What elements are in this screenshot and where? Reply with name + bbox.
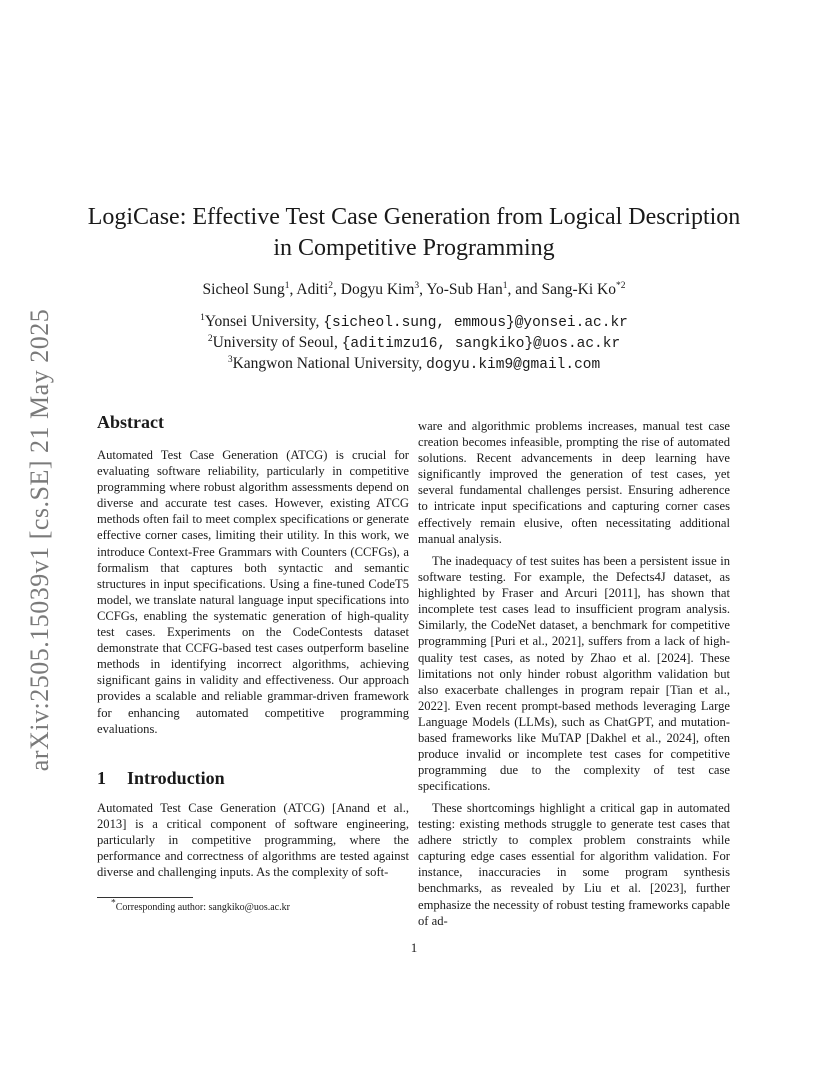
footnote bbox=[97, 898, 409, 914]
intro-paragraph-1-right bbox=[418, 418, 730, 547]
intro-paragraph-1-left bbox=[97, 800, 409, 880]
arxiv-stamp bbox=[20, 300, 60, 780]
affil-mark: 3 bbox=[227, 354, 233, 365]
affil-email: dogyu.kim9@gmail.com bbox=[426, 357, 601, 373]
author-affil-mark: 1 bbox=[284, 280, 290, 291]
intro-paragraph-3 bbox=[418, 800, 730, 929]
intro-paragraph-text: Automated Test Case Generation (ATCG) [Anand et al., 2013] is a critical component of software engineering, particularly in competitive programming, where the performance and correctness of algorithms are tested against diverse and challenging inputs. As the complexity of soft- bbox=[97, 801, 409, 880]
author-name: Dogyu Kim bbox=[340, 281, 415, 298]
intro-paragraph-text: ware and algorithmic problems increases, manual test case creation becomes infeasible, prompting the rise of automated solutions. Recent advancements in deep learning have significantly improved the generation of test cases, yet several fundamental challenges persist. Ensuring adherence to intricate input specifications and capturing corner cases effectively remain elusive, often necessitating additional manual analysis. bbox=[418, 419, 730, 546]
footnote-mark: * bbox=[111, 898, 116, 909]
affiliation-line bbox=[80, 312, 748, 333]
author-name: Sicheol Sung bbox=[202, 281, 285, 298]
arxiv-stamp-text: arXiv:2505.15039v1 [cs.SE] 21 May 2025 bbox=[25, 308, 54, 772]
abstract-text: Automated Test Case Generation (ATCG) is crucial for evaluating software reliability, particularly in competitive programming where robust algorithm assessments depend on diverse and accurate test cases. However, existing ATCG methods often fail to meet complex specifications or generate effective corner cases, limiting their utility. In this work, we introduce Context-Free Grammars with Counters (CCFGs), a formalism that captures both syntactic and semantic structures in input specifications. Using a fine-tuned CodeT5 model, we translate natural language input specifications into CCFGs, enabling the systematic generation of high-quality test cases. Experiments on the CodeContests dataset demonstrate that CCFG-based test cases outperform baseline methods in identifying incorrect algorithms, achieving significant gains in validity and effectiveness. Our approach provides a scalable and reliable grammar-driven framework for enhancing automated competitive programming evaluations. bbox=[97, 448, 409, 736]
section-number: 1 bbox=[97, 768, 106, 788]
abstract-body bbox=[97, 447, 409, 737]
introduction-heading bbox=[97, 768, 225, 789]
affil-email: {aditimzu16, sangkiko}@uos.ac.kr bbox=[341, 336, 621, 352]
author-affil-mark: 2 bbox=[328, 280, 334, 291]
intro-paragraph-text: These shortcomings highlight a critical gap in automated testing: existing methods struggle to generate test cases that adhere strictly to complex problem constraints while capturing edge cases essential for algorithm validation. For instance, inaccuracies in some program synthesis benchmarks, as revealed by Liu et al. [2023], further emphasize the necessity of robust testing frameworks capable of ad- bbox=[418, 801, 730, 928]
section-title: Introduction bbox=[127, 768, 225, 788]
intro-paragraph-2 bbox=[418, 553, 730, 794]
paper-title-line-1: LogiCase: Effective Test Case Generation from Logical Description bbox=[87, 204, 741, 230]
author-conjunction: and bbox=[515, 281, 538, 298]
affil-email: {sicheol.sung, emmous}@yonsei.ac.kr bbox=[323, 315, 628, 331]
affiliation-line bbox=[80, 333, 748, 354]
page-number: 1 bbox=[410, 940, 418, 955]
abstract-heading: Abstract bbox=[97, 412, 164, 432]
affil-mark: 1 bbox=[200, 312, 205, 323]
author-affil-mark: *2 bbox=[615, 280, 626, 291]
author-name: Aditi bbox=[296, 281, 329, 298]
author-name: Yo-Sub Han bbox=[426, 281, 503, 298]
affil-name: University of Seoul, bbox=[212, 334, 342, 351]
footnote-text: Corresponding author: sangkiko@uos.ac.kr bbox=[115, 902, 290, 913]
affil-mark: 2 bbox=[207, 333, 213, 344]
affiliation-list bbox=[80, 312, 748, 375]
paper-title-line-2: in Competitive Programming bbox=[273, 235, 555, 261]
affiliation-line bbox=[80, 354, 748, 375]
author-name: Sang-Ki Ko bbox=[541, 281, 616, 298]
intro-paragraph-text: The inadequacy of test suites has been a persistent issue in software testing. For example, the Defects4J dataset, as highlighted by Fraser and Arcuri [2011], has shown that incomplete test cases lead to insufficient program analysis. Similarly, the CodeNet dataset, a benchmark for competitive programming [Puri et al., 2021], suffers from a lack of high-quality test cases, as noted by Zhao et al. [2024]. These limitations not only hinder robust algorithm validation but also exacerbate challenges in program repair [Tian et al., 2022]. Even recent prompt-based methods leveraging Large Language Models (LLMs), such as ChatGPT, and mutation-based frameworks like MuTAP [Dakhel et al., 2024], often produce invalid or incomplete test cases for competitive programming due to the complexity of test case specifications. bbox=[418, 554, 730, 794]
paper-title bbox=[80, 202, 748, 264]
author-affil-mark: 1 bbox=[502, 280, 508, 291]
affil-name: Kangwon National University, bbox=[232, 355, 427, 372]
author-affil-mark: 3 bbox=[414, 280, 420, 291]
affil-name: Yonsei University, bbox=[204, 313, 324, 330]
author-list: Sicheol Sung$^1$, Aditi$^2$, Dogyu Kim$^3$, Yo-Sub Han$^1$, and Sang-Ki Ko$^{*2}$ bbox=[202, 280, 626, 298]
